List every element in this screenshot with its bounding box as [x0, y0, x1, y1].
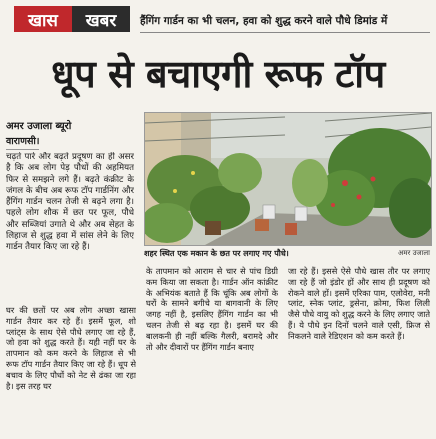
byline: अमर उजाला ब्यूरो [6, 121, 72, 132]
section-tag-khabar: खबर [72, 6, 130, 32]
photo-credit: अमर उजाला [397, 248, 430, 257]
dateline-place: वाराणसी। [6, 134, 39, 150]
kicker-line: हैंगिंग गार्डन का भी चलन, हवा को शुद्ध करने वाले पौधे डिमांड में [140, 10, 430, 33]
article-column-3 [288, 266, 430, 436]
section-tag-khas: खास [14, 6, 72, 32]
column-1-text: घर की छतों पर अब लोग अच्छा खासा गार्डन तैयार कर रहे हैं। इसमें फूल, शो प्लांट्स के साथ ऐसे पौधे लगाए जा रहे हैं, जो हवा को शुद्ध करते हैं। यही नहीं घर के तापमान को कम करने के लिहाज से भी रूफ टॉप गार्डन तैयार किए जा रहे हैं। धूप से बचाव के लिए पौधों को नेट से ढंका जा रहा है। इस तरह घर [6, 305, 136, 391]
article-column-2 [146, 266, 278, 436]
photo-caption: शहर स्थित एक मकान के छत पर लगाए गए पौधे। [144, 248, 289, 258]
headline: धूप से बचाएगी रूफ टॉप [51, 52, 385, 96]
topbar [0, 0, 436, 40]
intro-paragraph: चढ़ते पारे और बढ़ते प्रदूषण का ही असर है कि अब लोग पेड़ पौधों की अहमियत फिर से समझने लगे हैं। बढ़ते कंक्रीट के जंगल के बीच अब रूफ टॉप गार्डनिंग और हैंगिंग गार्डन चलन तेजी से बढ़ने लगा है। पहले लोग शौक में छत पर फूल, पौधे और सब्जियां उगाते थे और अब सेहत के लिहाज से शुद्ध हवा में सांस लेने के लिए गार्डन तैयार किए जा रहे हैं। [6, 152, 134, 253]
photo-caption-bar [144, 246, 430, 260]
column-3-text: जा रहे हैं। इससे ऐसे पौधे खास तौर पर लगाए जा रहे हैं जो इंडोर हों और साथ ही प्रदूषण को रोकने वाले हों। इसमें एरिका पाम, एलोवेरा, मनी प्लांट, स्नेक प्लांट, ड्रसेना, क्रोमा, फिश लिली जैसे पौधे वायु को शुद्ध करने के लिए लगाए जाते हैं। ये पौधे इन दिनों चलने वाले एसी, फ्रिज से निकलने वाले रेडिएशन को कम करते हैं। [288, 266, 430, 341]
article-column-1 [6, 305, 136, 435]
column-2-text: के तापमान को आराम से चार से पांच डिग्री कम किया जा सकता है। गार्डन ऑन कांक्रीट के अभियंक बताते हैं कि चूंकि अब लोगों के घरों के सामने बगीचे या बागवानी के लिए जगह नहीं है, इसलिए हैंगिंग गार्डन का भी चलन तेजी से बढ़ रहा है। इसमें घर की बालकनी ही नहीं बल्कि गैलरी, बरामदे और तो और दीवारों पर हैंगिंग गार्डन बनाए [146, 266, 278, 352]
rooftop-garden-image [145, 113, 431, 245]
rooftop-garden-photo [144, 112, 432, 246]
